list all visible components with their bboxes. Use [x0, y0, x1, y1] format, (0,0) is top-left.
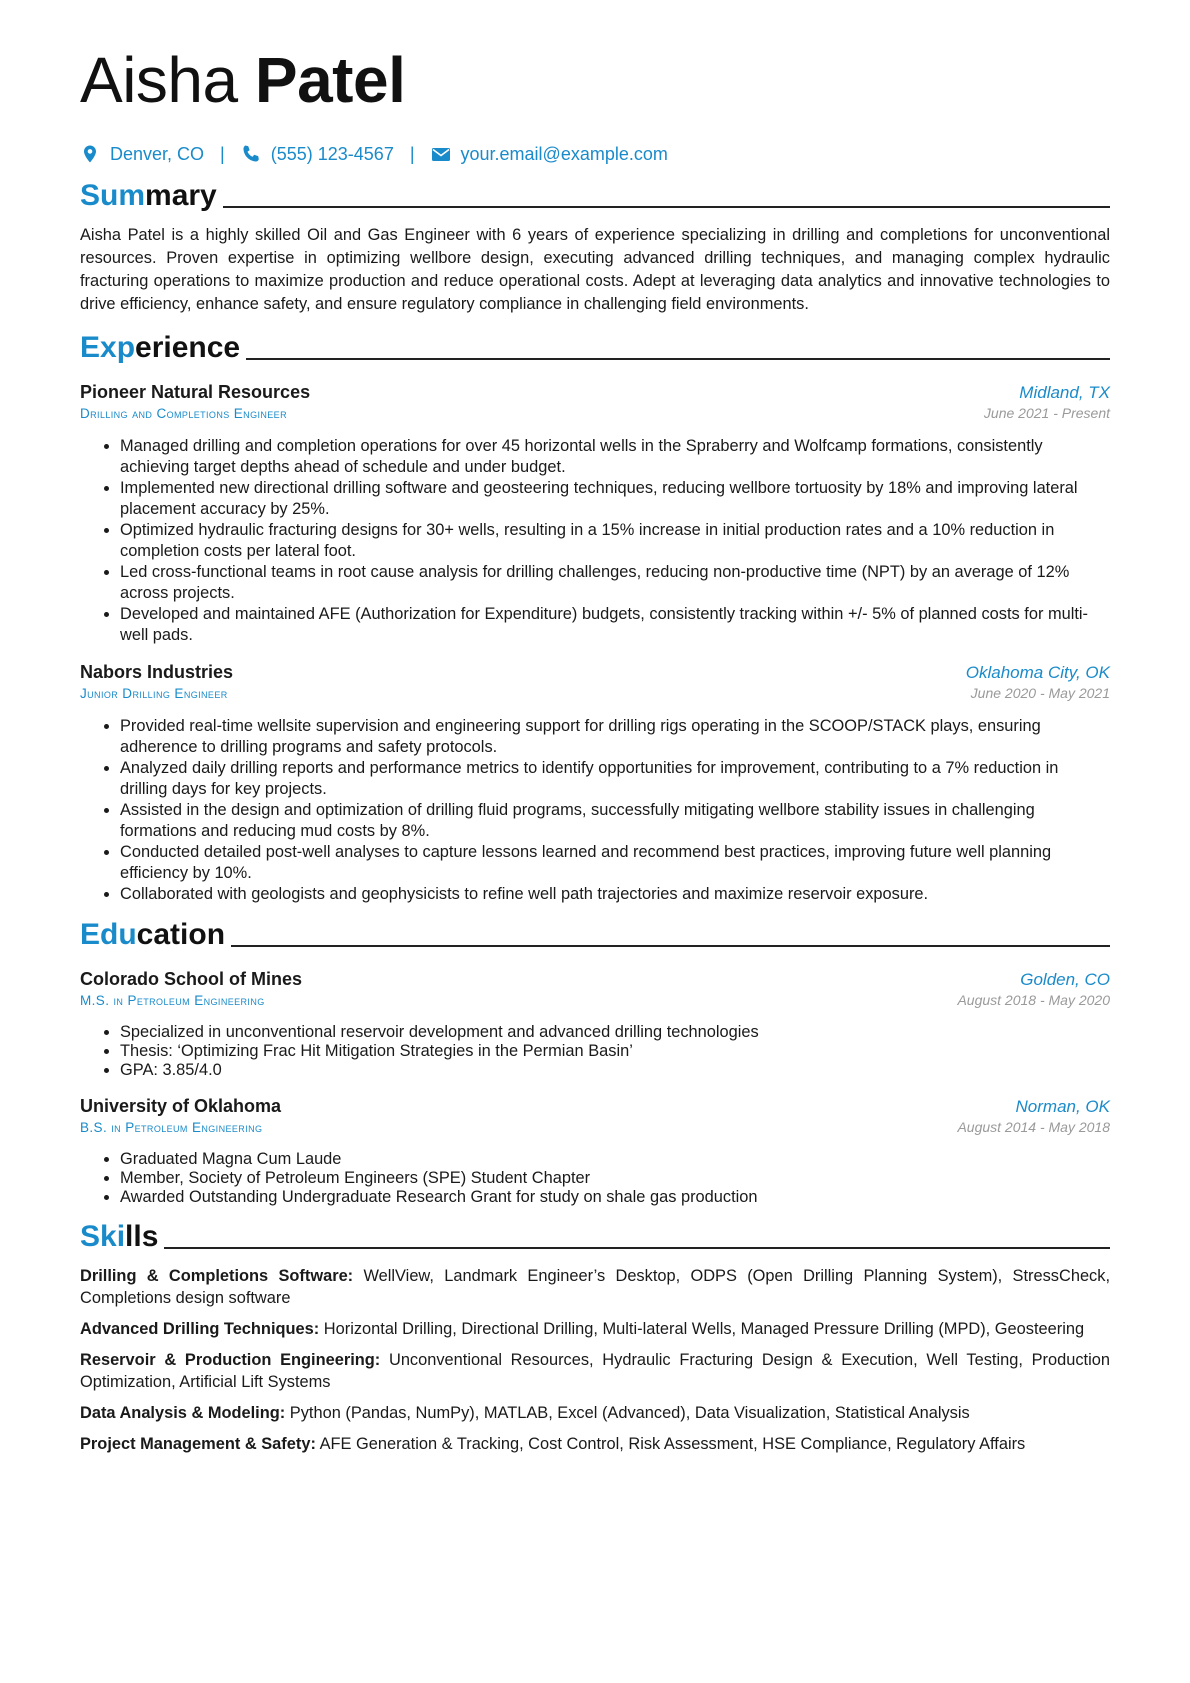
education-details [80, 1023, 1110, 1080]
job-title: Junior Drilling Engineer [80, 686, 228, 701]
experience-heading [80, 330, 1110, 366]
title-rest: lls [125, 1220, 159, 1253]
section-title [80, 917, 225, 953]
skill-row [80, 1265, 1110, 1309]
title-rest: erience [135, 331, 241, 364]
list-item: • Thesis: ‘Optimizing Frac Hit Mitigation Strategies in the Permian Basin’ [120, 1042, 1110, 1061]
skill-values: Unconventional Resources, Hydraulic Fracturing Design & Execution, Well Testing, Production Optimization, Artificial Lift Systems [80, 1351, 1110, 1391]
skill-row [80, 1318, 1110, 1340]
skill-category: Data Analysis & Modeling: [80, 1404, 286, 1422]
skill-values: AFE Generation & Tracking, Cost Control, Risk Assessment, HSE Compliance, Regulatory Affairs [319, 1435, 1026, 1453]
education-details [80, 1150, 1110, 1207]
list-item: • Developed and maintained AFE (Authorization for Expenditure) budgets, consistently tracking within +/- 5% of planned costs for multi-well pads. [120, 604, 1110, 646]
section-rule [231, 945, 1110, 947]
first-name: Aisha [80, 44, 238, 116]
school-location: Norman, OK [1015, 1097, 1110, 1116]
employer-name: Pioneer Natural Resources [80, 382, 311, 402]
skill-values: WellView, Landmark Engineer’s Desktop, ODPS (Open Drilling Planning System), StressCheck, Completions design software [80, 1267, 1111, 1307]
list-item: • Provided real-time wellsite supervision and engineering support for drilling rigs operating in the SCOOP/STACK plays, ensuring adherence to drilling programs and safety protocols. [120, 716, 1110, 758]
list-item: • Conducted detailed post-well analyses to capture lessons learned and recommend best practices, improving future well planning efficiency by 10%. [120, 842, 1110, 884]
skill-row [80, 1433, 1110, 1455]
skills-heading [80, 1219, 1110, 1255]
skill-category: Reservoir & Production Engineering: [80, 1351, 381, 1369]
section-rule [246, 358, 1110, 360]
last-name: Patel [254, 44, 406, 116]
phone-text: (555) 123-4567 [270, 143, 394, 164]
list-item: • Managed drilling and completion operations for over 45 horizontal wells in the Spraberry and Wolfcamp formations, consistently achieving target depths ahead of schedule and under budget. [120, 436, 1110, 478]
employer-name: Nabors Industries [80, 662, 234, 682]
job-dates: June 2020 - May 2021 [970, 685, 1110, 701]
title-accent: Sum [80, 179, 146, 212]
summary-text: Aisha Patel is a highly skilled Oil and Gas Engineer with 6 years of experience specializing in drilling and completions for unconventional resources. Proven expertise in optimizing wellbore design, executing advanced drilling techniques, and managing complex hydraulic fracturing operations to maximize production and reduce operational costs. Adept at leveraging data analytics and innovative technologies to drive efficiency, enhance safety, and ensure regulatory compliance in challenging field environments. [80, 226, 1110, 313]
experience-entry [80, 380, 1110, 646]
skills-list [80, 1265, 1110, 1455]
skill-row [80, 1349, 1110, 1393]
list-item: • Assisted in the design and optimization of drilling fluid programs, successfully mitigating wellbore stability issues in challenging formations and reducing mud costs by 8%. [120, 800, 1110, 842]
list-item: • Led cross-functional teams in root cause analysis for drilling challenges, reducing non-productive time (NPT) by an average of 12% across projects. [120, 562, 1110, 604]
title-accent: Ski [80, 1220, 126, 1253]
email-link: your.email@example.com [460, 143, 668, 164]
summary-heading [80, 178, 1110, 214]
contact-separator: | [409, 143, 415, 164]
achievement-list [80, 716, 1110, 905]
skill-category: Drilling & Completions Software: [80, 1267, 354, 1285]
envelope-icon [431, 144, 451, 164]
contact-phone[interactable] [241, 144, 394, 165]
list-item: • Awarded Outstanding Undergraduate Research Grant for study on shale gas production [120, 1188, 1110, 1207]
phone-icon [241, 144, 261, 164]
section-title [80, 1219, 158, 1255]
job-dates: June 2021 - Present [983, 405, 1110, 421]
employer-location: Oklahoma City, OK [965, 663, 1110, 682]
employer-location: Midland, TX [1019, 383, 1110, 402]
skill-row [80, 1402, 1110, 1424]
experience-entry [80, 660, 1110, 905]
title-accent: Edu [80, 918, 137, 951]
skill-category: Advanced Drilling Techniques: [80, 1320, 320, 1338]
contact-email[interactable] [431, 144, 668, 165]
school-location: Golden, CO [1020, 970, 1110, 989]
map-pin-icon [80, 144, 100, 164]
skill-category: Project Management & Safety: [80, 1435, 316, 1453]
education-entry [80, 967, 1110, 1080]
list-item: • Graduated Magna Cum Laude [120, 1150, 1110, 1169]
list-item: • Collaborated with geologists and geophysicists to refine well path trajectories and maximize reservoir exposure. [120, 884, 1110, 905]
title-rest: mary [145, 179, 217, 212]
education-heading [80, 917, 1110, 953]
list-item: • Implemented new directional drilling software and geosteering techniques, reducing wellbore tortuosity by 18% and improving lateral placement accuracy by 25%. [120, 478, 1110, 520]
location-text: Denver, CO [110, 143, 205, 164]
skill-values: Horizontal Drilling, Directional Drilling, Multi-lateral Wells, Managed Pressure Drilling (MPD), Geosteering [323, 1320, 1085, 1338]
degree: M.S. in Petroleum Engineering [80, 993, 265, 1008]
section-rule [223, 206, 1110, 208]
education-entry [80, 1094, 1110, 1207]
skill-values: Python (Pandas, NumPy), MATLAB, Excel (Advanced), Data Visualization, Statistical Analysis [289, 1404, 970, 1422]
title-rest: cation [136, 918, 226, 951]
study-dates: August 2014 - May 2018 [957, 1119, 1110, 1135]
list-item: • Analyzed daily drilling reports and performance metrics to identify opportunities for improvement, contributing to a 7% reduction in drilling days for key projects. [120, 758, 1110, 800]
list-item: • Member, Society of Petroleum Engineers (SPE) Student Chapter [120, 1169, 1110, 1188]
contact-separator: | [220, 143, 225, 164]
candidate-name [80, 42, 1110, 118]
study-dates: August 2018 - May 2020 [957, 992, 1110, 1008]
achievement-list [80, 436, 1110, 646]
contact-line [80, 140, 1110, 168]
contact-location [80, 144, 204, 165]
list-item: • GPA: 3.85/4.0 [120, 1061, 1110, 1080]
list-item: • Optimized hydraulic fracturing designs for 30+ wells, resulting in a 15% increase in initial production rates and a 10% reduction in completion costs per lateral foot. [120, 520, 1110, 562]
section-title [80, 330, 240, 366]
title-accent: Exp [80, 331, 136, 364]
section-rule [164, 1247, 1110, 1249]
list-item: • Specialized in unconventional reservoir development and advanced drilling technologies [120, 1023, 1110, 1042]
job-title: Drilling and Completions Engineer [80, 406, 287, 421]
degree: B.S. in Petroleum Engineering [80, 1120, 263, 1135]
section-title [80, 178, 217, 214]
school-name: Colorado School of Mines [80, 969, 303, 989]
school-name: University of Oklahoma [80, 1096, 282, 1116]
